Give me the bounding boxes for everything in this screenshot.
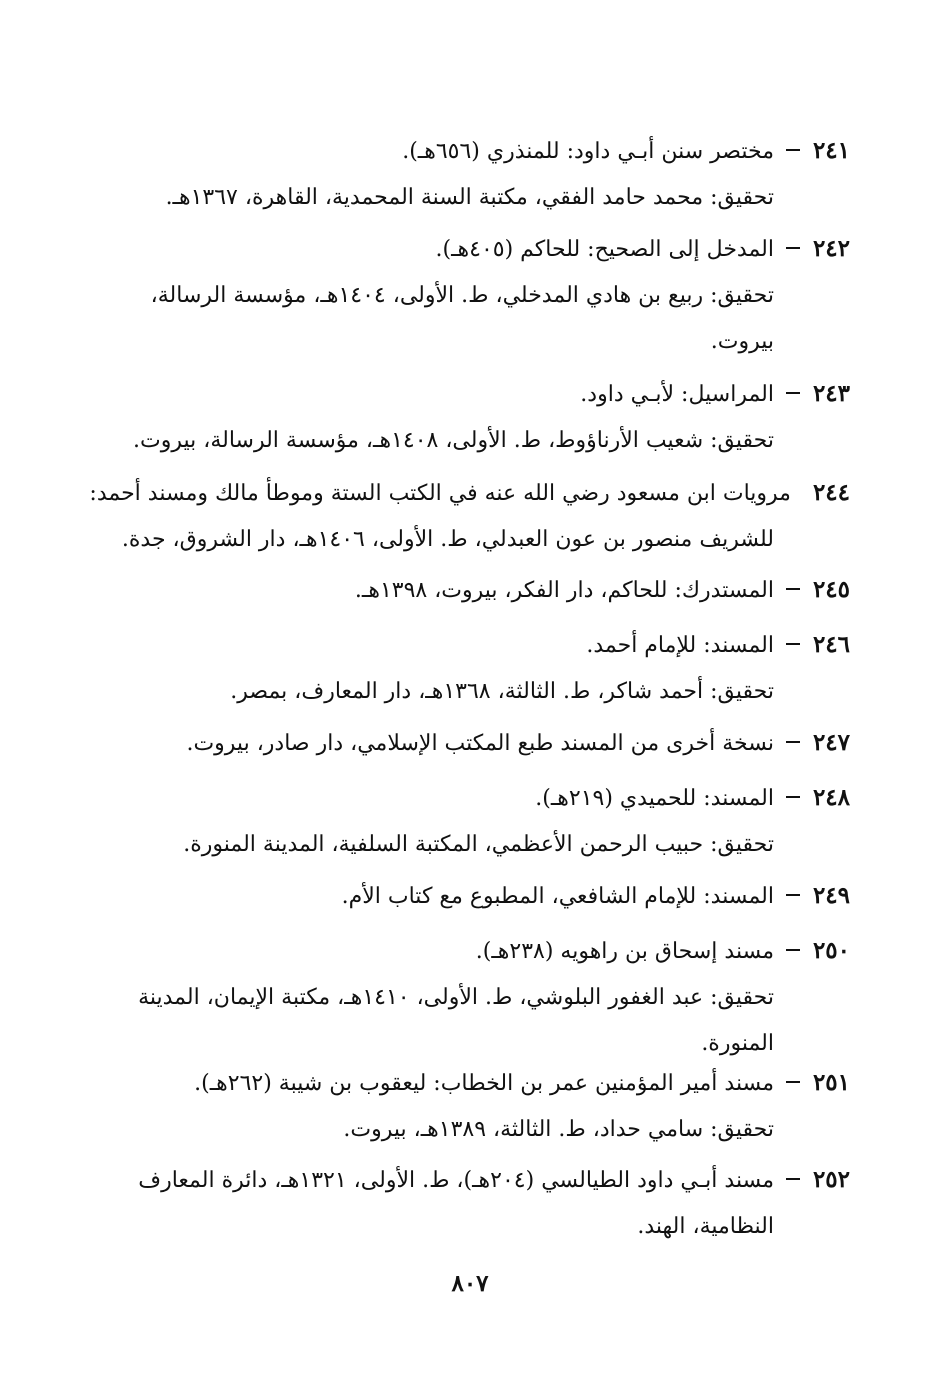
entry-title: المسند: للإمام أحمد. bbox=[586, 633, 774, 658]
entry-number: ٢٤٨ bbox=[812, 784, 850, 811]
bibliography-entry bbox=[100, 873, 850, 920]
entry-details-continued: المنورة. bbox=[701, 1031, 774, 1056]
entry-details-continued: بيروت. bbox=[710, 329, 774, 354]
bibliography-entry bbox=[100, 128, 850, 221]
entry-details: تحقيق: عبد الغفور البلوشي، ط. الأولى، ١٤١٠هـ، مكتبة الإيمان، المدينة bbox=[138, 985, 774, 1010]
bibliography-entry bbox=[100, 928, 850, 1067]
entry-title: مرويات ابن مسعود رضي الله عنه في الكتب الستة وموطأ مالك ومسند أحمد: bbox=[89, 481, 791, 506]
entry-dash bbox=[786, 392, 800, 394]
entry-number: ٢٤٥ bbox=[812, 576, 850, 603]
entry-title: المسند: للإمام الشافعي، المطبوع مع كتاب الأم. bbox=[341, 884, 774, 909]
entry-dash bbox=[786, 588, 800, 590]
bibliography-entry bbox=[100, 720, 850, 767]
entry-number: ٢٤٧ bbox=[812, 729, 850, 756]
entry-number: ٢٤٤ bbox=[812, 479, 850, 506]
bibliography-entry bbox=[100, 371, 850, 464]
entry-number: ٢٤١ bbox=[812, 137, 850, 164]
entry-details: تحقيق: شعيب الأرناؤوط، ط. الأولى، ١٤٠٨هـ، مؤسسة الرسالة، بيروت. bbox=[133, 428, 774, 453]
entry-title: المدخل إلى الصحيح: للحاكم (٤٠٥هـ). bbox=[435, 237, 774, 262]
entry-title-continued: للشريف منصور بن عون العبدلي، ط. الأولى، ١٤٠٦هـ، دار الشروق، جدة. bbox=[121, 527, 774, 552]
bibliography-entry bbox=[100, 775, 850, 868]
entry-title: المستدرك: للحاكم، دار الفكر، بيروت، ١٣٩٨هـ. bbox=[354, 578, 774, 603]
bibliography-entry bbox=[100, 226, 850, 365]
bibliography-entry bbox=[100, 622, 850, 715]
entry-title-continued: النظامية، الهند. bbox=[637, 1214, 774, 1239]
entry-title: نسخة أخرى من المسند طبع المكتب الإسلامي، دار صادر، بيروت. bbox=[186, 731, 774, 756]
entry-details: تحقيق: سامي حداد، ط. الثالثة، ١٣٨٩هـ، بيروت. bbox=[343, 1117, 774, 1142]
entry-dash bbox=[786, 796, 800, 798]
entry-title: مسند أمير المؤمنين عمر بن الخطاب: ليعقوب بن شيبة (٢٦٢هـ). bbox=[194, 1071, 774, 1096]
page-number: ٨٠٧ bbox=[451, 1270, 489, 1297]
bibliography-entry bbox=[100, 1157, 850, 1250]
entry-details: تحقيق: حبيب الرحمن الأعظمي، المكتبة السلفية، المدينة المنورة. bbox=[183, 832, 774, 857]
entry-title: المراسيل: لأبـي داود. bbox=[580, 382, 774, 407]
entry-title: مسند إسحاق بن راهويه (٢٣٨هـ). bbox=[475, 939, 774, 964]
entry-number: ٢٥١ bbox=[812, 1069, 850, 1096]
bibliography-entry bbox=[100, 1060, 850, 1153]
entry-dash bbox=[786, 1178, 800, 1180]
entry-number: ٢٤٢ bbox=[812, 235, 850, 262]
entry-title: مسند أبـي داود الطيالسي (٢٠٤هـ)، ط. الأولى، ١٣٢١هـ، دائرة المعارف bbox=[138, 1168, 774, 1193]
entry-dash bbox=[786, 894, 800, 896]
entry-dash bbox=[786, 741, 800, 743]
entry-number: ٢٥٢ bbox=[812, 1166, 850, 1193]
entry-details: تحقيق: أحمد شاكر، ط. الثالثة، ١٣٦٨هـ، دار المعارف، بمصر. bbox=[230, 679, 774, 704]
entry-title: مختصر سنن أبـي داود: للمنذري (٦٥٦هـ). bbox=[402, 139, 774, 164]
entry-details: تحقيق: محمد حامد الفقي، مكتبة السنة المحمدية، القاهرة، ١٣٦٧هـ. bbox=[165, 185, 774, 210]
entry-dash bbox=[786, 949, 800, 951]
bibliography-entry bbox=[100, 567, 850, 614]
entry-dash bbox=[786, 149, 800, 151]
entry-dash bbox=[786, 1081, 800, 1083]
entry-number: ٢٤٣ bbox=[812, 380, 850, 407]
entry-number: ٢٤٩ bbox=[812, 882, 850, 909]
entry-title: المسند: للحميدي (٢١٩هـ). bbox=[535, 786, 774, 811]
entry-number: ٢٥٠ bbox=[812, 937, 850, 964]
entry-details: تحقيق: ربيع بن هادي المدخلي، ط. الأولى، ١٤٠٤هـ، مؤسسة الرسالة، bbox=[150, 283, 774, 308]
entry-dash bbox=[786, 643, 800, 645]
bibliography-entry bbox=[89, 470, 850, 563]
entry-dash bbox=[786, 247, 800, 249]
entry-number: ٢٤٦ bbox=[812, 631, 850, 658]
